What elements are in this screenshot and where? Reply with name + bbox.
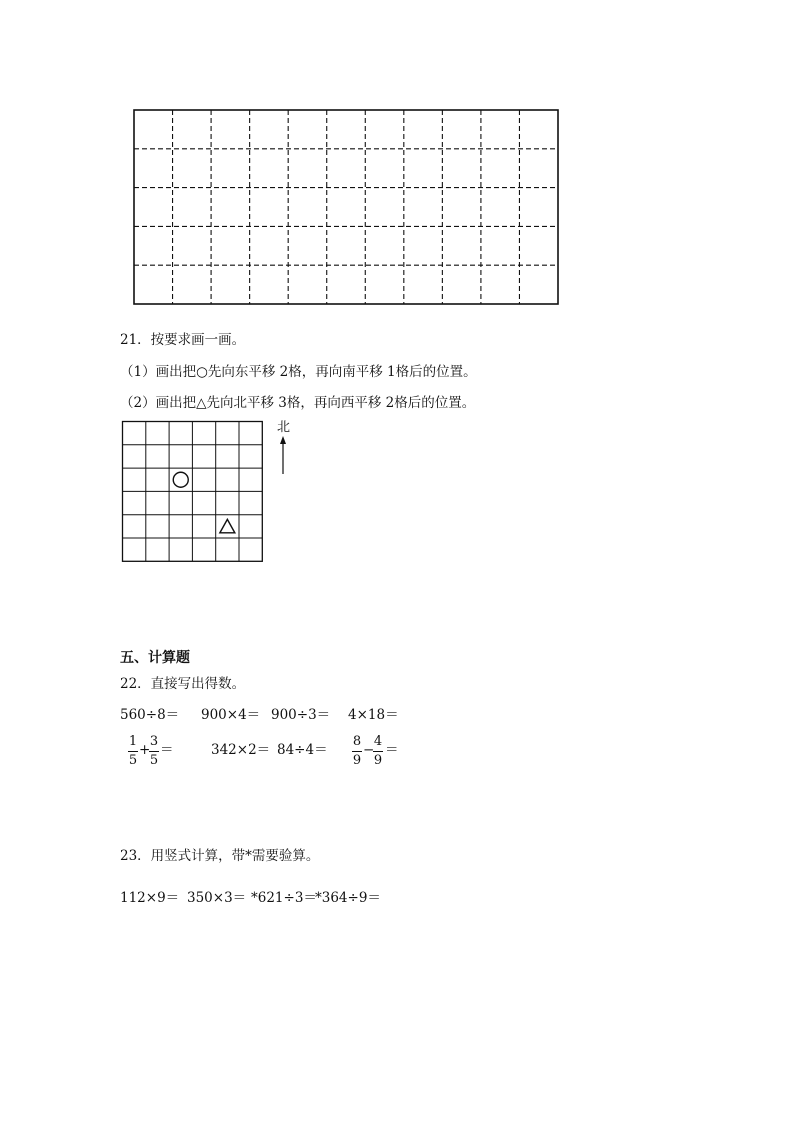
calc-item: 900÷3＝ [271, 707, 331, 723]
calc-item: 4×18＝ [348, 707, 399, 723]
operator: − [363, 742, 375, 758]
calc-item: 112×9＝ [120, 890, 180, 906]
north-label: 北 [277, 420, 291, 435]
q21-square-grid [120, 420, 266, 563]
equals-sign: ＝ [160, 742, 174, 758]
denominator: 5 [128, 753, 138, 768]
numerator: 1 [128, 734, 138, 749]
numerator: 4 [373, 734, 383, 749]
operator: + [139, 742, 151, 758]
calc-item: *364÷9＝ [315, 890, 381, 906]
calc-item: 560÷8＝ [120, 707, 180, 723]
calc-item: 900×4＝ [201, 707, 261, 723]
q21-title: 21．按要求画一画。 [120, 332, 246, 348]
q21-item-2: （2）画出把△先向北平移 3格，再向西平移 2格后的位置。 [120, 395, 476, 411]
denominator: 5 [149, 753, 159, 768]
numerator: 3 [149, 734, 159, 749]
fraction [128, 735, 138, 767]
fraction [373, 735, 383, 767]
denominator: 9 [373, 753, 383, 768]
fraction-bar [128, 751, 138, 752]
fraction [149, 735, 159, 767]
calc-item: 350×3＝ [187, 890, 247, 906]
calc-item: 342×2＝ [211, 742, 271, 758]
q22-title: 22．直接写出得数。 [120, 676, 246, 692]
dashed-practice-grid [130, 106, 562, 310]
q23-title: 23．用竖式计算，带*需要验算。 [120, 848, 320, 864]
calc-item: 84÷4＝ [277, 742, 328, 758]
numerator: 8 [352, 734, 362, 749]
section-title: 五、计算题 [120, 650, 190, 666]
grid-frame [134, 110, 558, 304]
triangle-shape [220, 519, 235, 533]
fraction-bar [149, 751, 159, 752]
q21-item-1: （1）画出把○先向东平移 2格，再向南平移 1格后的位置。 [120, 364, 477, 380]
fraction-bar [352, 751, 362, 752]
equals-sign: ＝ [385, 742, 399, 758]
denominator: 9 [352, 753, 362, 768]
circle-shape [173, 472, 188, 487]
calc-item: *621÷3＝ [251, 890, 317, 906]
fraction-bar [373, 751, 383, 752]
north-arrow-icon [277, 436, 289, 476]
fraction [352, 735, 362, 767]
